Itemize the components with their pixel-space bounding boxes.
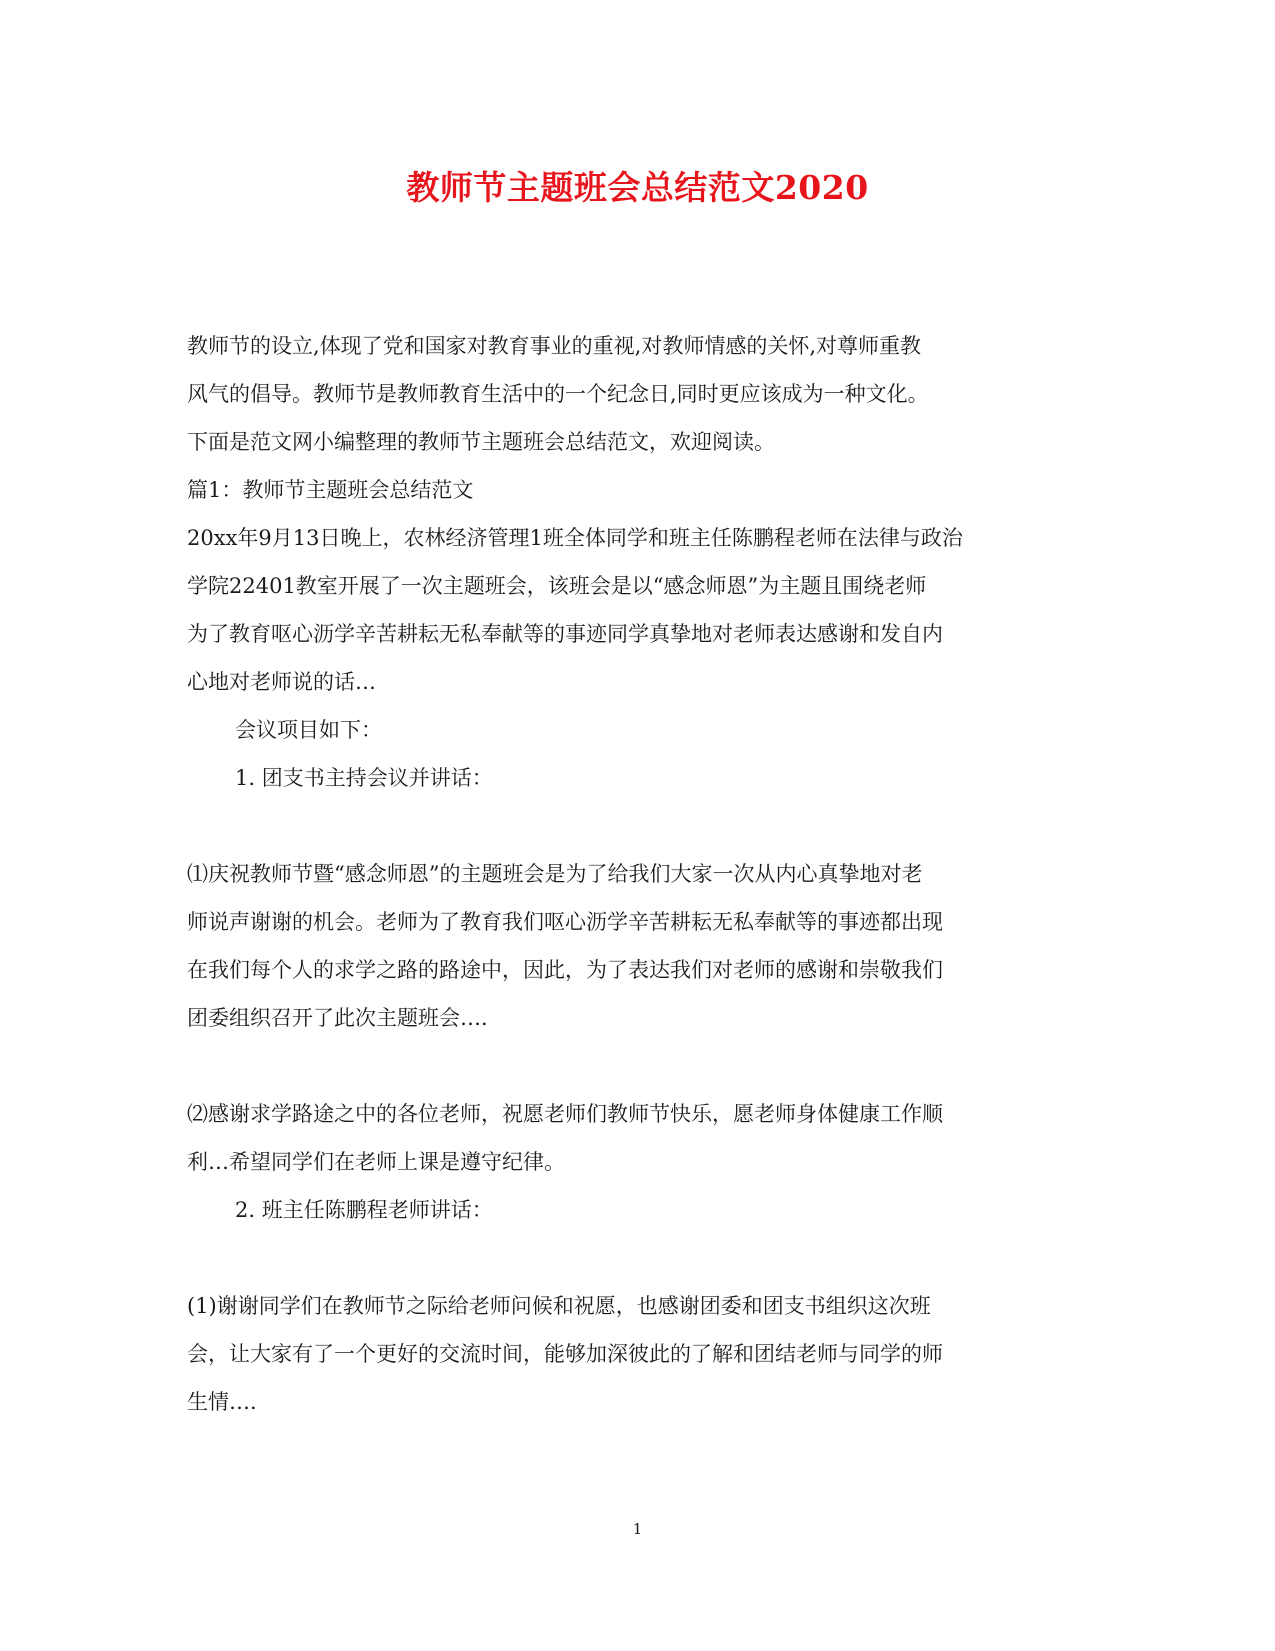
blank-line (187, 802, 1087, 850)
paragraph-line: 教师节的设立,体现了党和国家对教育事业的重视,对教师情感的关怀,对尊师重教 (187, 334, 922, 358)
paragraph-line: 会，让大家有了一个更好的交流时间，能够加深彼此的了解和团结老师与同学的师 (187, 1342, 943, 1366)
paragraph-line: (1)谢谢同学们在教师节之际给老师问候和祝愿，也感谢团委和团支书组织这次班 (187, 1294, 931, 1318)
paragraph-line: ⑵感谢求学路途之中的各位老师，祝愿老师们教师节快乐，愿老师身体健康工作顺 (187, 1102, 943, 1126)
blank-line (187, 1042, 1087, 1090)
paragraph-line: 利…希望同学们在老师上课是遵守纪律。 (187, 1150, 565, 1174)
blank-line (187, 1234, 1087, 1282)
document-title: 教师节主题班会总结范文2020 (406, 168, 869, 207)
paragraph-line: 团委组织召开了此次主题班会…. (187, 1006, 488, 1030)
paragraph-line: 为了教育呕心沥学辛苦耕耘无私奉献等的事迹同学真挚地对老师表达感谢和发自内 (187, 622, 943, 646)
paragraph-line: 风气的倡导。教师节是教师教育生活中的一个纪念日,同时更应该成为一种文化。 (187, 382, 929, 406)
paragraph-line: ⑴庆祝教师节暨“感念师恩”的主题班会是为了给我们大家一次从内心真挚地对老 (187, 862, 923, 886)
paragraph-line: 在我们每个人的求学之路的路途中，因此，为了表达我们对老师的感谢和崇敬我们 (187, 958, 943, 982)
document-body (187, 322, 1087, 1426)
agenda-heading: 会议项目如下： (235, 718, 382, 742)
page-number: 1 (632, 1520, 643, 1538)
paragraph-line: 生情…. (187, 1390, 257, 1414)
section-heading: 篇1：教师节主题班会总结范文 (187, 478, 474, 502)
paragraph-line: 下面是范文网小编整理的教师节主题班会总结范文，欢迎阅读。 (187, 430, 775, 454)
agenda-item-2: 2. 班主任陈鹏程老师讲话： (235, 1198, 493, 1222)
paragraph-line: 师说声谢谢的机会。老师为了教育我们呕心沥学辛苦耕耘无私奉献等的事迹都出现 (187, 910, 943, 934)
agenda-item-1: 1. 团支书主持会议并讲话： (235, 766, 493, 790)
paragraph-line: 20xx年9月13日晚上，农林经济管理1班全体同学和班主任陈鹏程老师在法律与政治 (187, 526, 963, 550)
paragraph-line: 心地对老师说的话… (187, 670, 376, 694)
paragraph-line: 学院22401教室开展了一次主题班会，该班会是以“感念师恩”为主题且围绕老师 (187, 574, 927, 598)
